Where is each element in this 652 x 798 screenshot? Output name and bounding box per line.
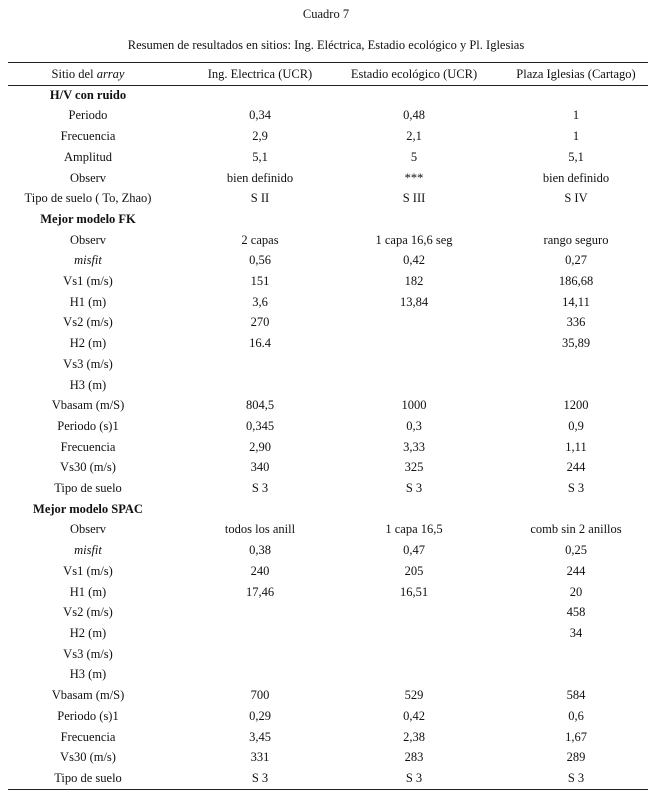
cell-estadio-ecologico [336,664,490,685]
cell-estadio-ecologico: 0,3 [406,418,422,433]
row-label: Amplitud [64,149,112,164]
cell-estadio-ecologico: 0,48 [403,108,425,123]
table-row [8,416,648,437]
cell-ing-electrica [168,644,336,665]
empty-cell [336,85,490,106]
cell-estadio-ecologico [336,602,490,623]
header-ing-electrica: Ing. Electrica (UCR) [207,67,313,81]
section-title: Mejor modelo FK [40,211,136,226]
cell-ing-electrica: 0,345 [245,418,275,433]
cell-estadio-ecologico: 1000 [401,398,427,413]
cell-plaza-iglesias: 20 [569,584,583,599]
cell-estadio-ecologico: 182 [404,274,424,289]
cell-ing-electrica: 2,9 [252,129,268,144]
table-row [8,230,648,251]
cell-ing-electrica: 700 [250,688,270,703]
table-bottom-rule [8,789,648,790]
table-row [8,561,648,582]
cell-plaza-iglesias: 244 [566,460,586,475]
cell-estadio-ecologico [336,354,490,375]
cell-estadio-ecologico [336,644,490,665]
cell-estadio-ecologico [336,375,490,396]
table-row [8,747,648,768]
table-row [8,312,648,333]
row-label: Vs3 (m/s) [63,646,113,661]
empty-cell [490,499,648,520]
row-label: Frecuencia [60,439,116,454]
cell-ing-electrica [168,354,336,375]
cell-estadio-ecologico: 1 capa 16,5 [385,522,443,537]
table-row [8,727,648,748]
cell-ing-electrica [168,623,336,644]
cell-plaza-iglesias: 1,67 [565,729,587,744]
section-header-row [8,85,648,106]
table-row [8,768,648,789]
cell-plaza-iglesias [490,644,648,665]
table-header-row [8,64,648,85]
row-label: H3 (m) [69,377,107,392]
cell-plaza-iglesias [490,664,648,685]
cell-ing-electrica: 0,56 [249,253,271,268]
header-site [8,64,168,85]
cell-plaza-iglesias: 35,89 [561,336,591,351]
cell-ing-electrica: bien definido [226,170,294,185]
cell-ing-electrica: 331 [250,750,270,765]
row-label: Vbasam (m/S) [51,688,125,703]
cell-plaza-iglesias: S 3 [567,770,585,785]
cell-estadio-ecologico: 325 [404,460,424,475]
cell-estadio-ecologico: 2,38 [403,729,425,744]
table-row [8,519,648,540]
row-label: H2 (m) [69,625,107,640]
cell-plaza-iglesias: 244 [566,563,586,578]
cell-estadio-ecologico: 3,33 [403,439,425,454]
cell-estadio-ecologico: 2,1 [406,129,422,144]
cell-estadio-ecologico: 13,84 [399,294,429,309]
cell-plaza-iglesias: 458 [566,605,586,620]
section-title: Mejor modelo SPAC [33,501,143,516]
section-header-row [8,209,648,230]
row-label: Vbasam (m/S) [51,398,125,413]
row-label: Vs30 (m/s) [60,750,116,765]
row-label: Vs1 (m/s) [63,563,113,578]
row-label: H3 (m) [69,667,107,682]
cell-plaza-iglesias: 0,6 [568,708,584,723]
row-label: Vs3 (m/s) [63,356,113,371]
cell-ing-electrica: 340 [250,460,270,475]
cell-ing-electrica: S II [250,191,270,206]
table-row [8,457,648,478]
cell-estadio-ecologico: 0,42 [403,708,425,723]
cell-estadio-ecologico: S III [402,191,426,206]
cell-ing-electrica: 5,1 [252,149,268,164]
cell-ing-electrica: todos los anill [224,522,296,537]
cell-plaza-iglesias: 14,11 [562,294,590,309]
table-row [8,685,648,706]
empty-cell [168,85,336,106]
cell-plaza-iglesias: 336 [566,315,586,330]
empty-cell [336,209,490,230]
header-site-prefix: Sitio del [51,67,97,81]
empty-cell [168,499,336,520]
cell-plaza-iglesias: 1200 [563,398,589,413]
cell-ing-electrica [168,602,336,623]
cell-ing-electrica: 3,6 [252,294,268,309]
cell-ing-electrica: S 3 [251,481,269,496]
header-estadio-ecologico: Estadio ecológico (UCR) [350,67,478,81]
cell-estadio-ecologico: S 3 [405,481,423,496]
cell-estadio-ecologico: 205 [404,563,424,578]
table-row [8,271,648,292]
row-label: Vs1 (m/s) [63,274,113,289]
table-row [8,333,648,354]
table-row [8,395,648,416]
empty-cell [336,499,490,520]
row-label: Observ [69,522,107,537]
cell-plaza-iglesias: 5,1 [568,149,584,164]
row-label: Periodo [68,108,108,123]
cell-plaza-iglesias: 186,68 [558,274,594,289]
empty-cell [490,85,648,106]
table-row [8,375,648,396]
row-label: Periodo (s)1 [57,708,119,723]
row-label: Tipo de suelo [54,481,122,496]
row-label: Observ [69,170,107,185]
cell-plaza-iglesias: 0,27 [565,253,587,268]
table-row [8,126,648,147]
table-row [8,147,648,168]
cell-estadio-ecologico: *** [404,170,424,185]
cell-ing-electrica: 270 [250,315,270,330]
section-title: H/V con ruido [49,87,127,102]
cell-plaza-iglesias: 289 [566,750,586,765]
cell-ing-electrica: 0,29 [249,708,271,723]
results-table [8,64,648,789]
table-row [8,664,648,685]
table-top-rule [8,62,648,63]
table-row [8,623,648,644]
cell-plaza-iglesias: comb sin 2 anillos [530,522,622,537]
table-row [8,602,648,623]
row-label: Observ [69,232,107,247]
cell-ing-electrica [168,664,336,685]
table-row [8,540,648,561]
cell-estadio-ecologico [336,623,490,644]
cell-estadio-ecologico: 5 [410,149,418,164]
cell-plaza-iglesias: S IV [564,191,588,206]
cell-ing-electrica: 0,38 [249,543,271,558]
cell-plaza-iglesias [490,375,648,396]
cell-ing-electrica: 240 [250,563,270,578]
row-label: H2 (m) [69,336,107,351]
table-body [8,85,648,789]
cell-ing-electrica: S 3 [251,770,269,785]
table-row [8,105,648,126]
table-row [8,582,648,603]
row-label: misfit [74,253,102,268]
cell-ing-electrica: 2 capas [241,232,279,247]
cell-estadio-ecologico: 16,51 [399,584,429,599]
cell-ing-electrica: 151 [250,274,270,289]
table-row [8,168,648,189]
row-label: Vs2 (m/s) [63,605,113,620]
cell-plaza-iglesias: S 3 [567,481,585,496]
header-plaza-iglesias: Plaza Iglesias (Cartago) [516,67,636,81]
cell-plaza-iglesias: 34 [569,625,583,640]
row-label: H1 (m) [69,584,107,599]
table-row [8,250,648,271]
cell-estadio-ecologico [336,312,490,333]
row-label: Tipo de suelo [54,770,122,785]
cell-ing-electrica [168,375,336,396]
cell-estadio-ecologico: 529 [404,688,424,703]
table-row [8,292,648,313]
empty-cell [168,209,336,230]
row-label: Vs2 (m/s) [63,315,113,330]
cell-plaza-iglesias: bien definido [542,170,610,185]
row-label: H1 (m) [69,294,107,309]
table-row [8,437,648,458]
row-label: Frecuencia [60,729,116,744]
cell-estadio-ecologico: 0,47 [403,543,425,558]
table-row [8,478,648,499]
cell-ing-electrica: 16.4 [249,336,271,351]
row-label: Vs30 (m/s) [60,460,116,475]
header-site-italic: array [96,67,125,81]
table-row [8,354,648,375]
cell-ing-electrica: 804,5 [245,398,275,413]
cell-estadio-ecologico: 283 [404,750,424,765]
cell-plaza-iglesias: 1 [572,108,580,123]
section-header-row [8,499,648,520]
cell-estadio-ecologico: S 3 [405,770,423,785]
cell-plaza-iglesias [490,354,648,375]
cell-plaza-iglesias: 1 [572,129,580,144]
cell-plaza-iglesias: 1,11 [565,439,587,454]
row-label: misfit [74,543,102,558]
cell-plaza-iglesias: 584 [566,688,586,703]
table-row [8,188,648,209]
cell-estadio-ecologico: 1 capa 16,6 seg [375,232,453,247]
empty-cell [490,209,648,230]
row-label: Periodo (s)1 [57,418,119,433]
cell-plaza-iglesias: 0,25 [565,543,587,558]
table-title: Resumen de resultados en sitios: Ing. Eléctrica, Estadio ecológico y Pl. Iglesias [127,38,525,52]
cell-estadio-ecologico: 0,42 [403,253,425,268]
row-label: Tipo de suelo ( To, Zhao) [24,191,152,206]
table-row [8,644,648,665]
table-row [8,706,648,727]
cell-ing-electrica: 3,45 [249,729,271,744]
cell-ing-electrica: 2,90 [249,439,271,454]
row-label: Frecuencia [60,129,116,144]
cell-ing-electrica: 17,46 [245,584,275,599]
cell-estadio-ecologico [336,333,490,354]
cell-plaza-iglesias: 0,9 [568,418,584,433]
cell-ing-electrica: 0,34 [249,108,271,123]
cell-plaza-iglesias: rango seguro [543,232,609,247]
table-number: Cuadro 7 [302,7,350,21]
